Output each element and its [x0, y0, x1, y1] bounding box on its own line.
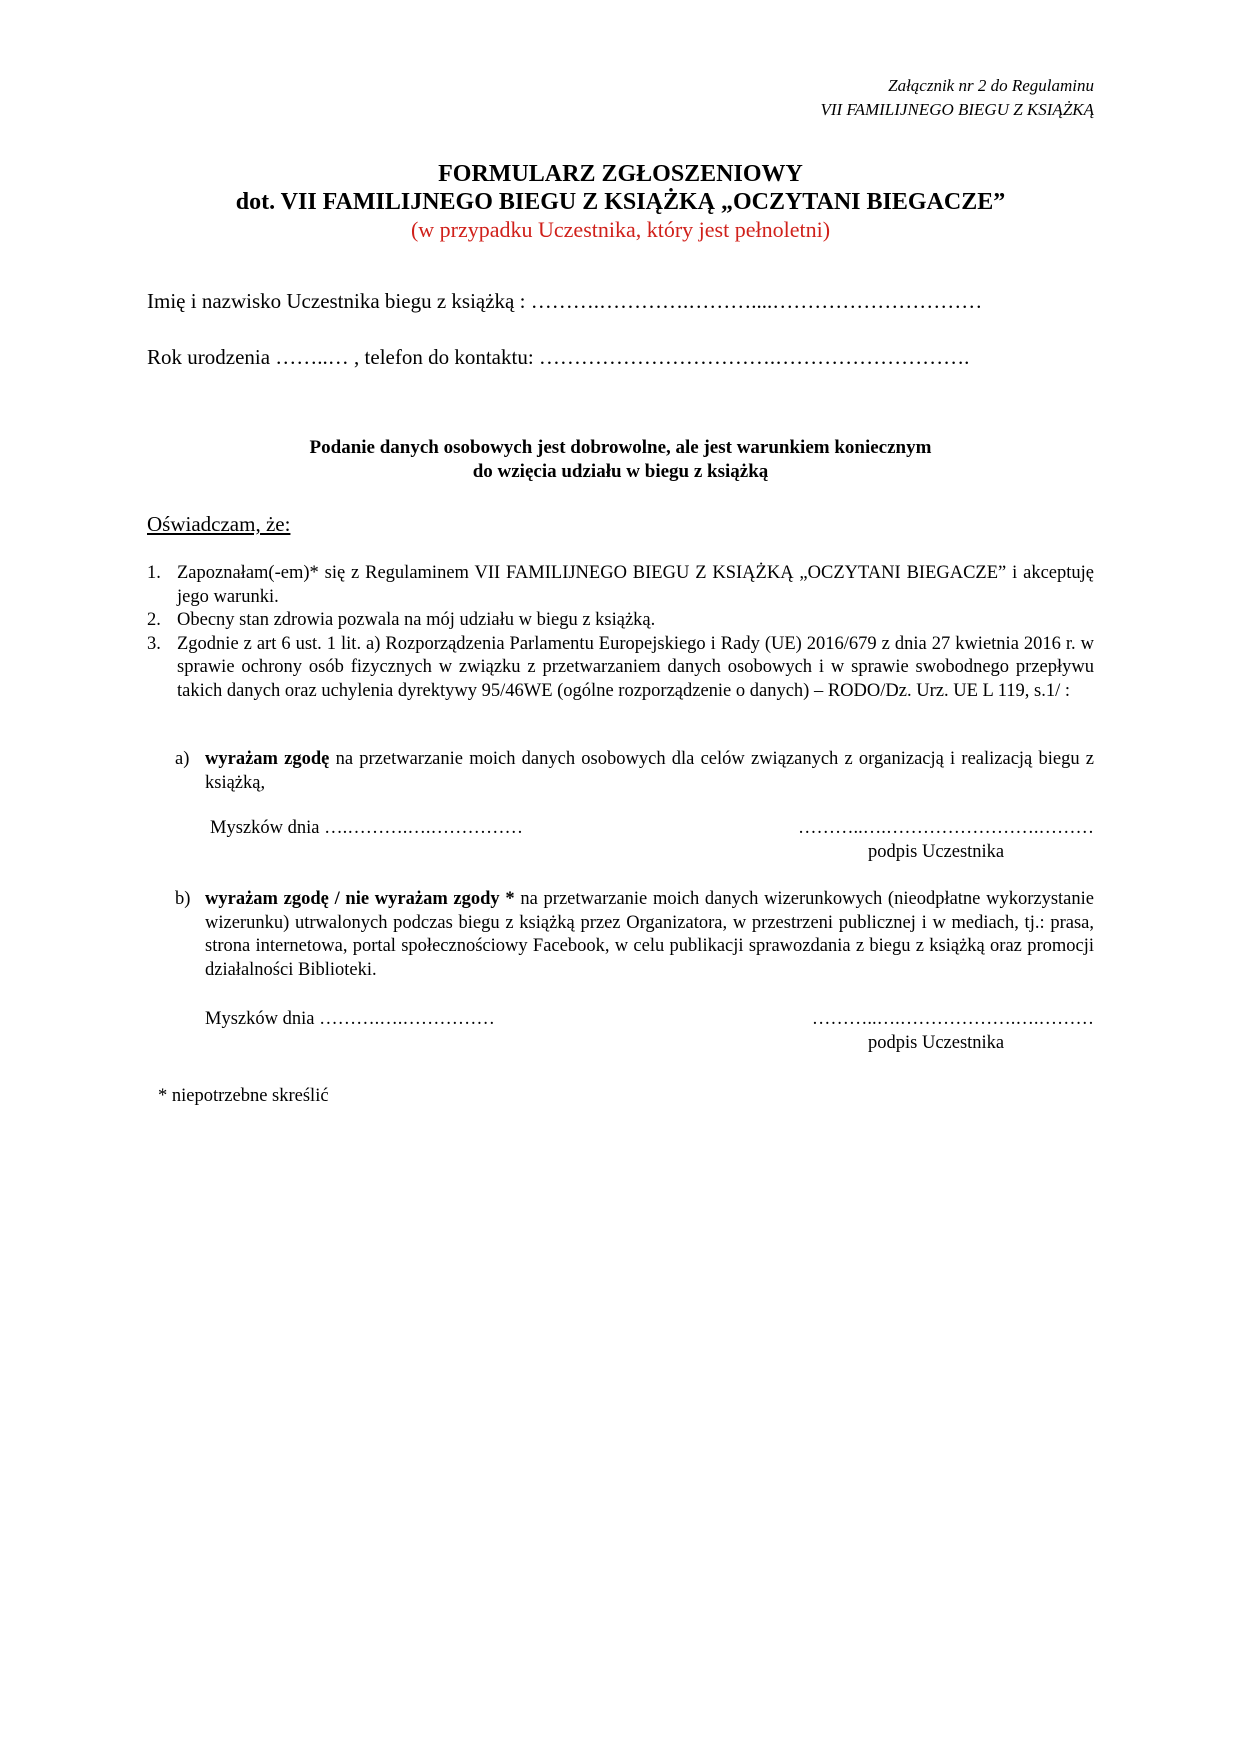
- declaration-list: [147, 562, 1094, 703]
- consent-a: [175, 748, 1094, 795]
- item-number: 3.: [147, 633, 161, 654]
- item-text: Zapoznałam(-em)* się z Regulaminem VII FAMILIJNEGO BIEGU Z KSIĄŻKĄ „OCZYTANI BIEGACZE” i akceptuję jego warunki.: [177, 563, 1094, 607]
- annex-note: [820, 74, 1094, 122]
- consent-a-signature-field[interactable]: ………..….…………………….………: [798, 818, 1094, 838]
- annex-line-2: VII FAMILIJNEGO BIEGU Z KSIĄŻKĄ: [820, 100, 1094, 119]
- footnote: * niepotrzebne skreślić: [158, 1086, 329, 1106]
- consent-b-mark: b): [175, 889, 191, 909]
- consent-a-mark: a): [175, 749, 190, 769]
- consent-a-text: [205, 748, 1094, 795]
- list-item: [147, 562, 1094, 609]
- item-number: 1.: [147, 563, 161, 583]
- item-text: Obecny stan zdrowia pozwala na mój udziału w biegu z książką.: [177, 610, 656, 630]
- consent-a-rest: na przetwarzanie moich danych osobowych dla celów związanych z organizacją i realizacją biegu z książką,: [205, 749, 1094, 793]
- list-item: [147, 633, 1094, 704]
- title-line-1: FORMULARZ ZGŁOSZENIOWY: [438, 161, 803, 187]
- consent-b-date-field[interactable]: Myszków dnia ……….….……………: [205, 1009, 495, 1029]
- form-title: [0, 160, 1241, 244]
- consent-b-text: [205, 888, 1094, 982]
- notice-line-2: do wzięcia udziału w biegu z książką: [472, 461, 769, 482]
- birth-year-phone-field[interactable]: Rok urodzenia ……..… , telefon do kontaktu: …………………………….……………………….: [147, 345, 970, 369]
- participant-name-field[interactable]: Imię i nazwisko Uczestnika biegu z książką : ……….………….………....…………………………: [147, 289, 983, 313]
- consent-b-signature-caption: podpis Uczestnika: [868, 1033, 1005, 1053]
- title-line-3: (w przypadku Uczestnika, który jest pełnoletni): [410, 217, 831, 242]
- consent-a-date-field[interactable]: Myszków dnia ….……….….……………: [210, 818, 523, 838]
- notice-line-1: Podanie danych osobowych jest dobrowolne, ale jest warunkiem koniecznym: [309, 437, 932, 458]
- annex-line-1: Załącznik nr 2 do Regulaminu: [888, 76, 1094, 95]
- consent-a-signature-caption: podpis Uczestnika: [868, 842, 1005, 862]
- data-notice: [0, 436, 1241, 484]
- consent-b-signature-field[interactable]: ………..….……………….….………: [811, 1009, 1094, 1029]
- consent-a-bold: wyrażam zgodę: [205, 749, 330, 769]
- consent-b-bold: wyrażam zgodę / nie wyrażam zgody *: [205, 889, 515, 909]
- list-item: [147, 609, 1094, 633]
- item-number: 2.: [147, 610, 161, 630]
- consent-b: [175, 888, 1094, 982]
- title-line-2: dot. VII FAMILIJNEGO BIEGU Z KSIĄŻKĄ „OCZYTANI BIEGACZE”: [235, 189, 1006, 215]
- declaration-heading: Oświadczam, że:: [147, 512, 291, 536]
- consent-b-rest: na przetwarzanie moich danych wizerunkowych (nieodpłatne wykorzystanie wizerunku) utrwalonych podczas biegu z książką przez Organizatora, w przestrzeni publicznej i w mediach, tj.: prasa, strona internetowa, portal społecznościowy Facebook, w celu publikacji sprawozdania z biegu z książką oraz promocji działalności Biblioteki.: [205, 889, 1094, 980]
- item-text: Zgodnie z art 6 ust. 1 lit. a) Rozporządzenia Parlamentu Europejskiego i Rady (UE) 2016/679 z dnia 27 kwietnia 2016 r. w sprawie ochrony osób fizycznych w związku z przetwarzaniem danych osobowych i w sprawie swobodnego przepływu takich danych oraz uchylenia dyrektywy 95/46WE (ogólne rozporządzenie o danych) – RODO/Dz. Urz. UE L 119, s.1/ :: [177, 633, 1094, 701]
